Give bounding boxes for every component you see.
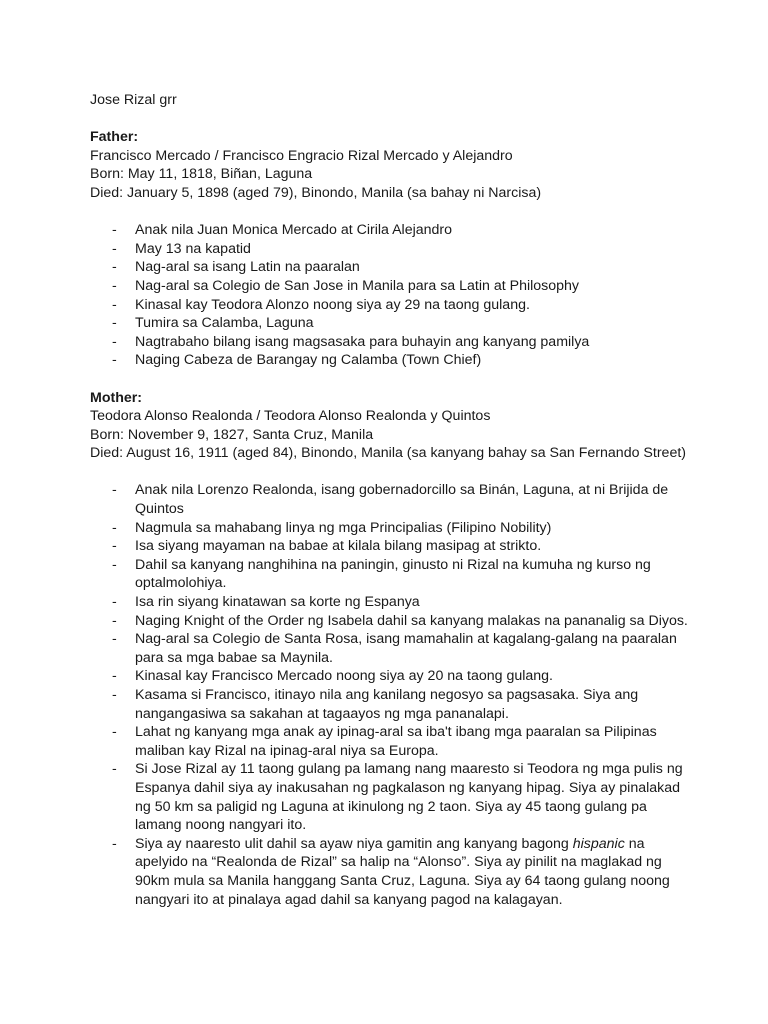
- list-item: [90, 593, 690, 612]
- bullet-text: [135, 240, 690, 259]
- bullet-text: [135, 221, 690, 240]
- bullet-dash: -: [112, 519, 117, 536]
- bullet-dash: -: [112, 631, 117, 648]
- bullet-text: [135, 519, 690, 538]
- father-born: Born: May 11, 1818, Biñan, Laguna: [90, 166, 313, 183]
- bullet-line: para sa mga babae sa Maynila.: [135, 649, 333, 666]
- bullet-line: optalmolohiya.: [135, 575, 227, 592]
- list-item: [90, 351, 690, 370]
- bullet-text: [135, 667, 690, 686]
- document-title: Jose Rizal grr: [90, 92, 177, 108]
- list-item: [90, 667, 690, 686]
- text-run: Siya ay naaresto ulit dahil sa ayaw niya gamitin ang kanyang bagong: [135, 835, 573, 852]
- list-item: [90, 612, 690, 631]
- bullet-line: Naging Knight of the Order ng Isabela dahil sa kanyang malakas na pananalig sa Diyos.: [135, 612, 688, 629]
- list-item: [90, 686, 690, 723]
- bullet-line: Isa rin siyang kinatawan sa korte ng Espanya: [135, 594, 420, 611]
- list-item: [90, 296, 690, 315]
- bullet-dash: -: [112, 761, 117, 778]
- bullet-text: [135, 835, 690, 909]
- bullet-line: nangyari ito at pinalaya agad dahil sa kanyang pagod na kalagayan.: [135, 891, 563, 908]
- bullet-dash: -: [112, 835, 117, 852]
- father-name: Francisco Mercado / Francisco Engracio Rizal Mercado y Alejandro: [90, 147, 513, 164]
- bullet-line: Naging Cabeza de Barangay ng Calamba (Town Chief): [135, 352, 482, 369]
- bullet-text: [135, 537, 690, 556]
- bullet-text: [135, 296, 690, 315]
- bullet-line: Anak nila Juan Monica Mercado at Cirila Alejandro: [135, 222, 453, 239]
- italic-word: hispanic: [572, 835, 625, 852]
- list-item: [90, 258, 690, 277]
- bullet-line: Kinasal kay Teodora Alonzo noong siya ay 29 na taong gulang.: [135, 296, 530, 313]
- bullet-line: Espanya dahil siya ay inakusahan ng pagkalason ng kanyang hipag. Siya ay pinalakad: [135, 779, 681, 796]
- list-item: [90, 519, 690, 538]
- father-section: [90, 128, 690, 370]
- bullet-line: Lahat ng kanyang mga anak ay ipinag-aral sa iba't ibang mga paaralan sa Pilipinas: [135, 724, 657, 741]
- bullet-text: [135, 481, 690, 518]
- bullet-line: Nag-aral sa Colegio de Santa Rosa, isang mamahalin at kagalang-galang na paaralan: [135, 631, 677, 648]
- father-heading: Father:: [90, 129, 139, 146]
- bullet-dash: -: [112, 352, 117, 369]
- bullet-text: [135, 258, 690, 277]
- bullet-dash: -: [112, 594, 117, 611]
- bullet-text: [135, 630, 690, 667]
- list-item: [90, 723, 690, 760]
- bullet-dash: -: [112, 222, 117, 239]
- document-page: [90, 91, 690, 928]
- bullet-line: maliban kay Rizal na ipinag-aral niya sa Europa.: [135, 742, 439, 759]
- bullet-text: [135, 612, 690, 631]
- list-item: [90, 221, 690, 240]
- bullet-line: Nag-aral sa Colegio de San Jose in Manila para sa Latin at Philosophy: [135, 277, 580, 294]
- bullet-dash: -: [112, 333, 117, 350]
- bullet-line: Anak nila Lorenzo Realonda, isang gobernadorcillo sa Binán, Laguna, at ni Brijida de: [135, 482, 669, 499]
- bullet-line: Dahil sa kanyang nanghihina na paningin, ginusto ni Rizal na kumuha ng kurso ng: [135, 556, 651, 573]
- list-item: [90, 835, 690, 909]
- bullet-line: Kinasal kay Francisco Mercado noong siya ay 20 na taong gulang.: [135, 668, 553, 685]
- list-item: [90, 333, 690, 352]
- bullet-line: May 13 na kapatid: [135, 240, 251, 257]
- list-item: [90, 481, 690, 518]
- bullet-line: lamang noong nangyari ito.: [135, 817, 307, 834]
- list-item: [90, 240, 690, 259]
- list-item: [90, 630, 690, 667]
- bullet-text: [135, 277, 690, 296]
- bullet-line: nangangasiwa sa sakahan at tagaayos ng mga pananalapi.: [135, 705, 509, 722]
- bullet-dash: -: [112, 315, 117, 332]
- bullet-line: ng 50 km sa paligid ng Laguna at ikinulong ng 2 taon. Siya ay 45 taong gulang pa: [135, 798, 647, 815]
- father-bullet-list: [90, 221, 690, 370]
- bullet-line: Quintos: [135, 501, 184, 518]
- bullet-text: [135, 686, 690, 723]
- bullet-dash: -: [112, 538, 117, 555]
- bullet-dash: -: [112, 259, 117, 276]
- bullet-dash: -: [112, 612, 117, 629]
- bullet-dash: -: [112, 724, 117, 741]
- list-item: [90, 760, 690, 834]
- bullet-dash: -: [112, 240, 117, 257]
- bullet-line: Nagtrabaho bilang isang magsasaka para buhayin ang kanyang pamilya: [135, 333, 590, 350]
- mother-section: [90, 389, 690, 910]
- bullet-text: [135, 556, 690, 593]
- bullet-text: [135, 760, 690, 834]
- bullet-line: Isa siyang mayaman na babae at kilala bilang masipag at strikto.: [135, 538, 542, 555]
- bullet-text: [135, 593, 690, 612]
- bullet-dash: -: [112, 668, 117, 685]
- bullet-line: Si Jose Rizal ay 11 taong gulang pa lamang nang maaresto si Teodora ng mga pulis ng: [135, 761, 683, 778]
- bullet-dash: -: [112, 277, 117, 294]
- father-died: Died: January 5, 1898 (aged 79), Binondo, Manila (sa bahay ni Narcisa): [90, 184, 542, 201]
- text-run: na: [624, 835, 645, 852]
- mother-name: Teodora Alonso Realonda / Teodora Alonso Realonda y Quintos: [90, 408, 491, 425]
- list-item: [90, 537, 690, 556]
- bullet-dash: -: [112, 296, 117, 313]
- bullet-line: Nag-aral sa isang Latin na paaralan: [135, 259, 360, 276]
- list-item: [90, 556, 690, 593]
- list-item: [90, 314, 690, 333]
- bullet-line: [135, 835, 690, 854]
- mother-bullet-list: [90, 481, 690, 909]
- bullet-text: [135, 314, 690, 333]
- bullet-line: Tumira sa Calamba, Laguna: [135, 315, 314, 332]
- bullet-text: [135, 333, 690, 352]
- mother-heading: Mother:: [90, 389, 143, 406]
- bullet-dash: -: [112, 482, 117, 499]
- bullet-line: 90km mula sa Manila hanggang Santa Cruz, Laguna. Siya ay 64 taong gulang noong: [135, 872, 670, 889]
- bullet-line: Nagmula sa mahabang linya ng mga Principalias (Filipino Nobility): [135, 519, 552, 536]
- bullet-dash: -: [112, 556, 117, 573]
- bullet-dash: -: [112, 687, 117, 703]
- mother-died: Died: August 16, 1911 (aged 84), Binondo, Manila (sa kanyang bahay sa San Fernando Street): [90, 445, 686, 462]
- mother-born: Born: November 9, 1827, Santa Cruz, Manila: [90, 426, 374, 443]
- bullet-text: [135, 351, 690, 370]
- bullet-text: [135, 723, 690, 760]
- bullet-line: Kasama si Francisco, itinayo nila ang kanilang negosyo sa pagsasaka. Siya ang: [135, 687, 639, 703]
- bullet-line: apelyido na “Realonda de Rizal” sa halip na “Alonso”. Siya ay pinilit na maglakad ng: [135, 854, 662, 871]
- list-item: [90, 277, 690, 296]
